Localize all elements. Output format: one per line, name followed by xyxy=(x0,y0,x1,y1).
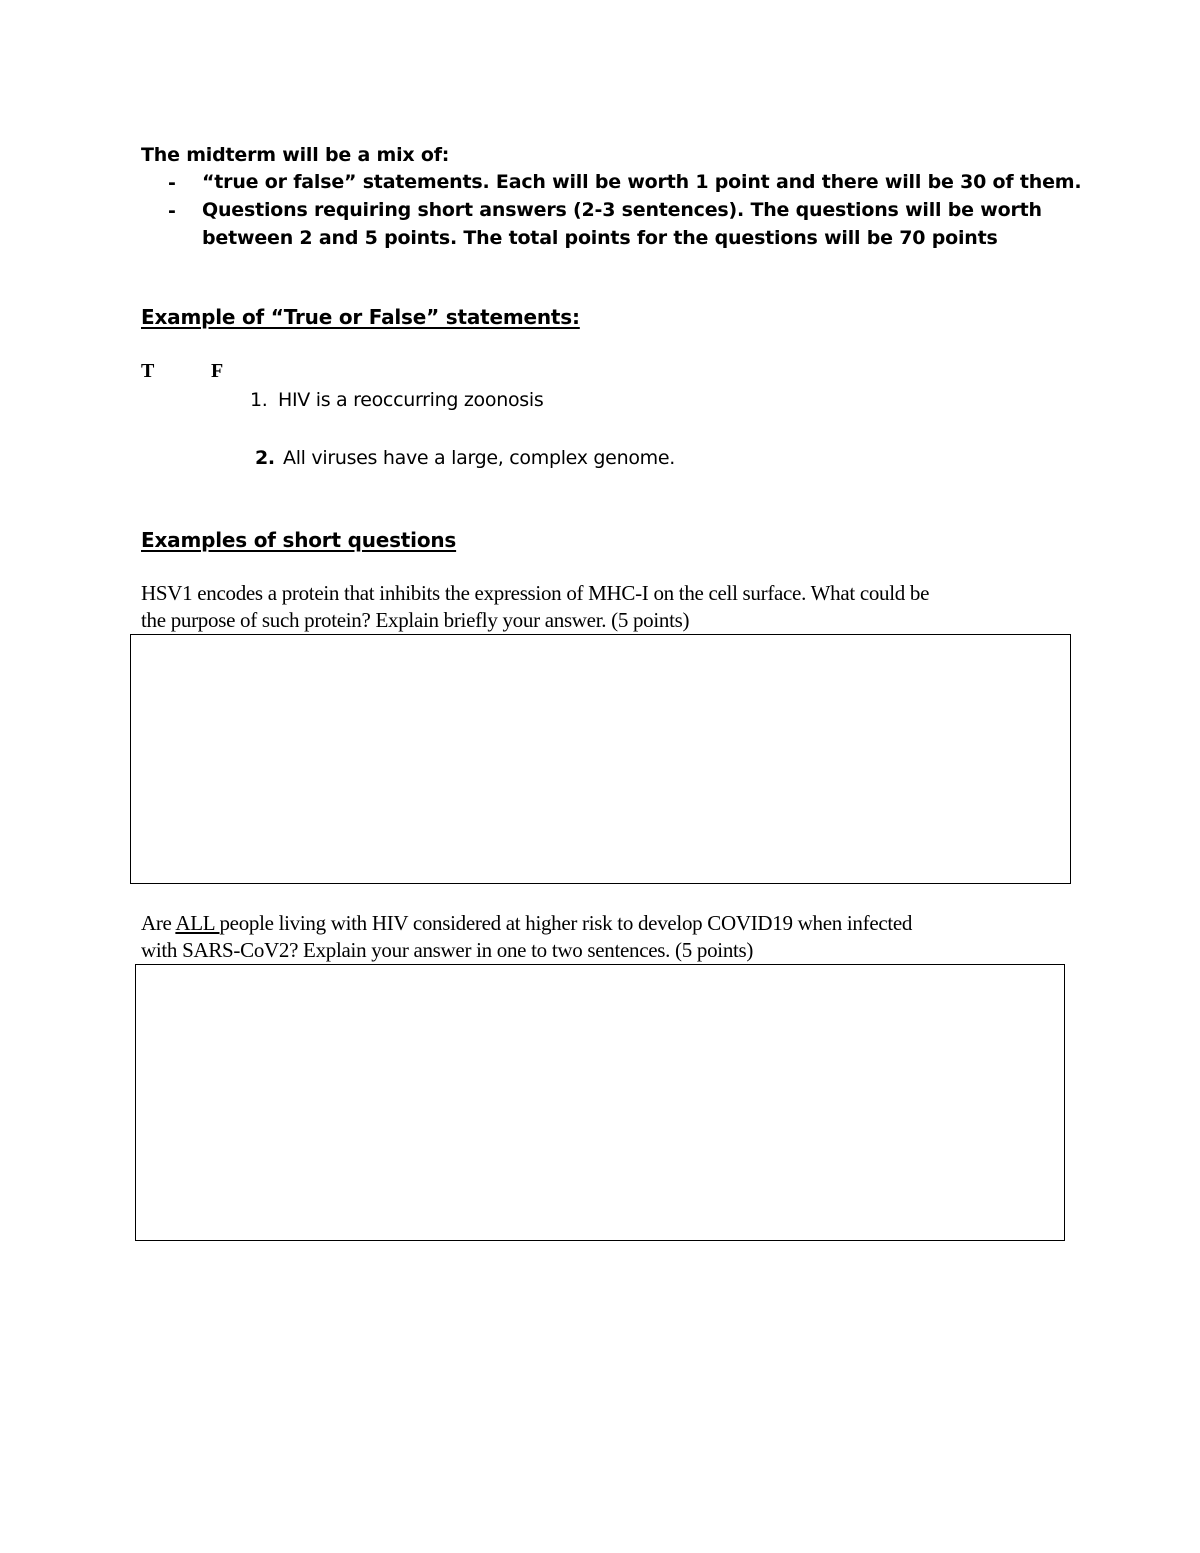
intro-heading: The midterm will be a mix of: xyxy=(141,144,450,166)
tf-statement-1 xyxy=(250,389,543,411)
question-1 xyxy=(141,580,1101,634)
question-2-line2: with SARS-CoV2? Explain your answer in one to two sentences. (5 points) xyxy=(141,938,754,962)
question-2 xyxy=(141,910,1101,964)
bullet-text-short-answers-line1: Questions requiring short answers (2-3 sentences). The questions will be worth xyxy=(202,199,1042,221)
bullet-text-short-answers-line2: between 2 and 5 points. The total points for the questions will be 70 points xyxy=(202,227,998,249)
true-column-label: T xyxy=(141,360,155,382)
question-2-line1 xyxy=(141,910,1101,937)
false-column-label: F xyxy=(211,360,224,382)
short-questions-heading: Examples of short questions xyxy=(141,528,457,552)
question-2-emphasis: ALL xyxy=(175,911,220,935)
answer-box-question-1[interactable] xyxy=(130,634,1071,884)
question-2-line1-pre: Are xyxy=(141,911,176,935)
tf-statement-text: All viruses have a large, complex genome. xyxy=(283,447,675,469)
tf-statement-number: 1. xyxy=(250,389,268,411)
tf-statement-2 xyxy=(255,447,675,469)
tf-statement-number: 2. xyxy=(255,447,275,469)
answer-box-question-2[interactable] xyxy=(135,964,1065,1241)
question-1-line1: HSV1 encodes a protein that inhibits the expression of MHC-I on the cell surface. What could be xyxy=(141,581,930,605)
tf-statement-text: HIV is a reoccurring zoonosis xyxy=(278,389,544,411)
true-false-heading: Example of “True or False” statements: xyxy=(141,305,580,329)
question-1-line2: the purpose of such protein? Explain briefly your answer. (5 points) xyxy=(141,608,690,632)
bullet-text-true-false: “true or false” statements. Each will be worth 1 point and there will be 30 of them. xyxy=(202,171,1082,193)
bullet-dash: - xyxy=(168,200,176,222)
question-2-line1-post: people living with HIV considered at higher risk to develop COVID19 when infected xyxy=(219,911,913,935)
bullet-dash: - xyxy=(168,172,176,194)
